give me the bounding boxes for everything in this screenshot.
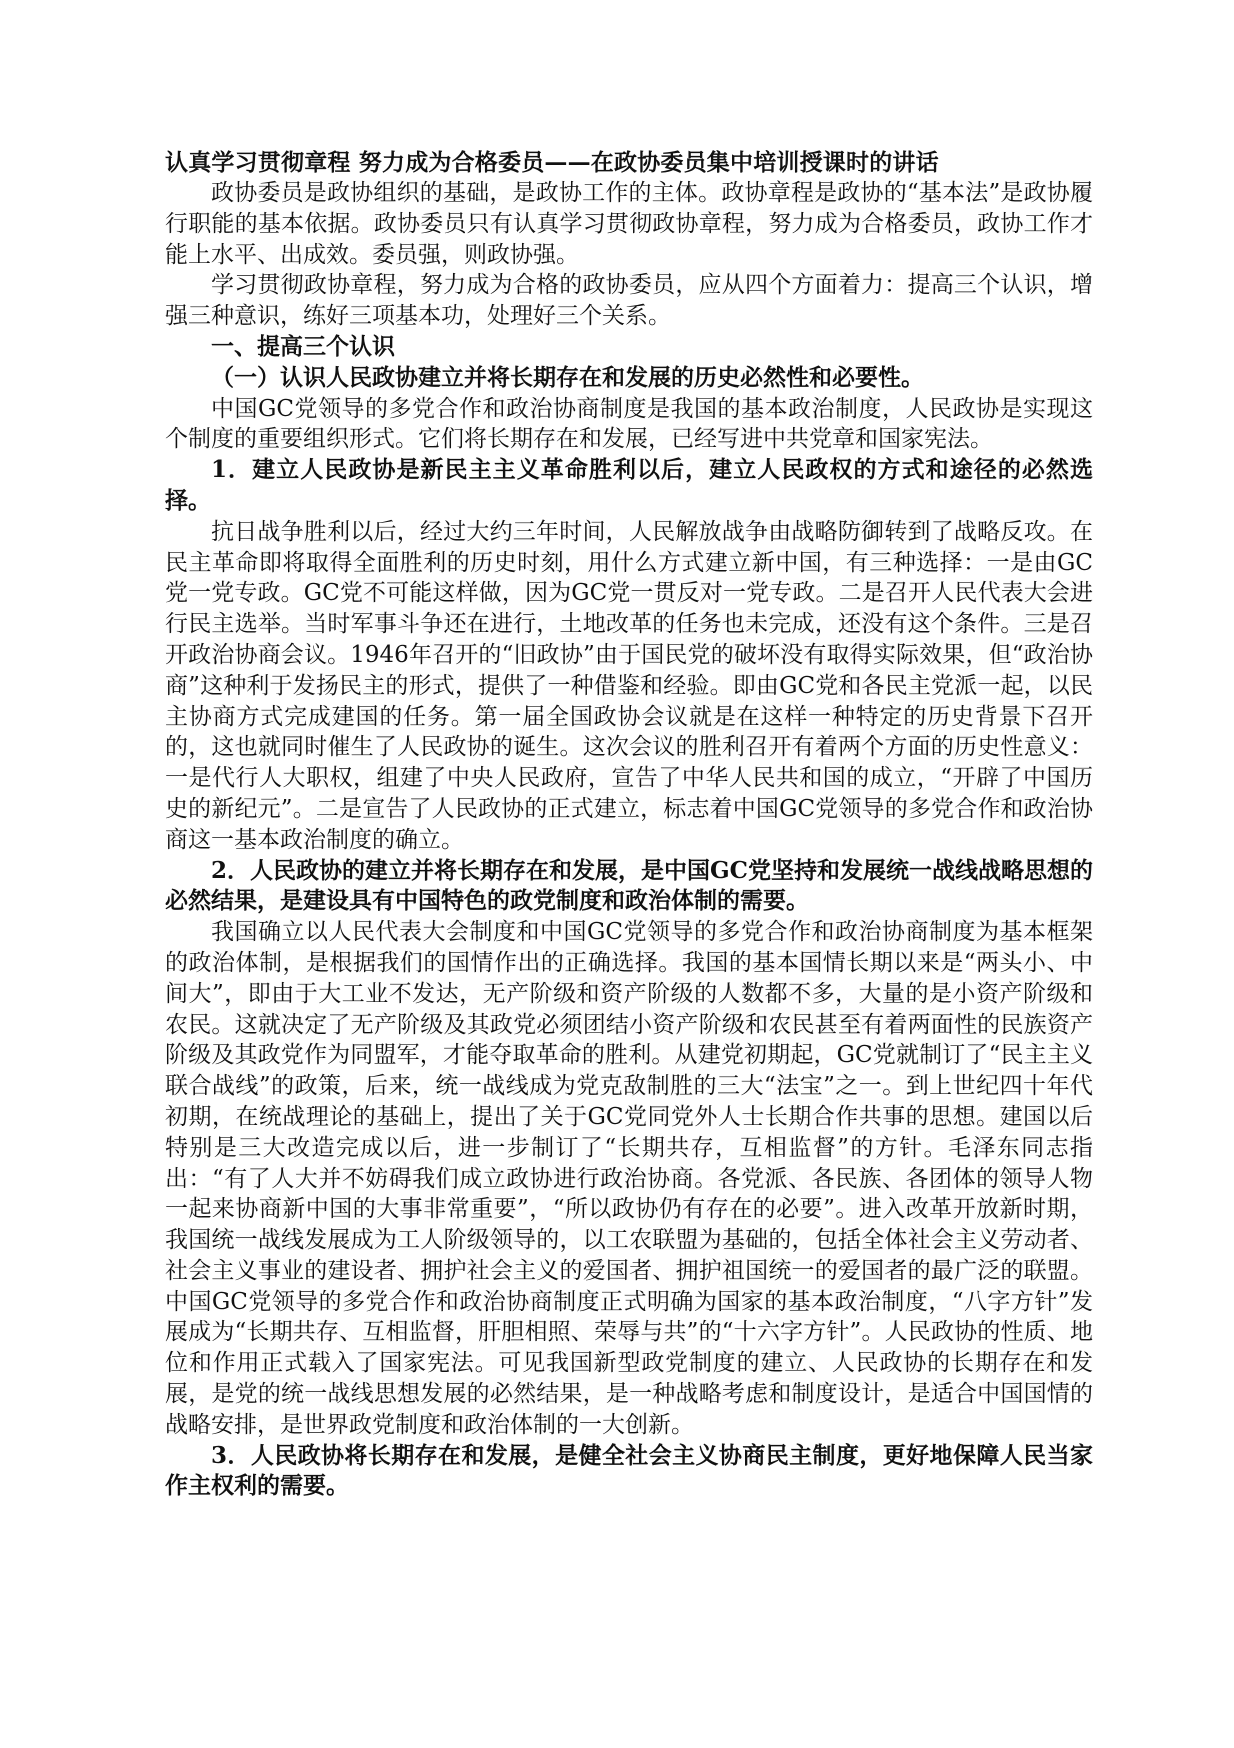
body-paragraph-4: 抗日战争胜利以后，经过大约三年时间，人民解放战争由战略防御转到了战略反攻。在民主革命即将取得全面胜利的历史时刻，用什么方式建立新中国，有三种选择：一是由GC党一党专政。GC党不可能这样做，因为GC党一贯反对一党专政。二是召开人民代表大会进行民主选举。当时军事斗争还在进行，土地改革的任务也未完成，还没有这个条件。三是召开政治协商会议。1946年召开的“旧政协”由于国民党的破坏没有取得实际效果，但“政治协商”这种利于发扬民主的形式，提供了一种借鉴和经验。即由GC党和各民主党派一起，以民主协商方式完成建国的任务。第一届全国政协会议就是在这样一种特定的历史背景下召开的，这也就同时催生了人民政协的诞生。这次会议的胜利召开有着两个方面的历史性意义：一是代行人大职权，组建了中央人民政府，宣告了中华人民共和国的成立，“开辟了中国历史的新纪元”。二是宣告了人民政协的正式建立，标志着中国GC党领导的多党合作和政治协商这一基本政治制度的确立。 xyxy=(165,518,1093,853)
point-heading-3: 3．人民政协将长期存在和发展，是健全社会主义协商民主制度，更好地保障人民当家作主权利的需要。 xyxy=(165,1441,1093,1500)
section-heading-1: 一、提高三个认识 xyxy=(211,332,395,360)
document-page xyxy=(165,148,1093,1502)
intro-paragraph-1: 政协委员是政协组织的基础，是政协工作的主体。政协章程是政协的“基本法”是政协履行职能的基本依据。政协委员只有认真学习贯彻政协章程，努力成为合格委员，政协工作才能上水平、出成效。委员强，则政协强。 xyxy=(165,180,1093,268)
body-paragraph-3: 中国GC党领导的多党合作和政治协商制度是我国的基本政治制度，人民政协是实现这个制度的重要组织形式。它们将长期存在和发展，已经写进中共党章和国家宪法。 xyxy=(165,395,1093,453)
subsection-heading-1: （一）认识人民政协建立并将长期存在和发展的历史必然性和必要性。 xyxy=(211,363,924,391)
point-heading-2: 2．人民政协的建立并将长期存在和发展，是中国GC党坚持和发展统一战线战略思想的必然结果，是建设具有中国特色的政党制度和政治体制的需要。 xyxy=(165,856,1093,915)
point-heading-1: 1．建立人民政协是新民主主义革命胜利以后，建立人民政权的方式和途径的必然选择。 xyxy=(165,456,1093,514)
body-paragraph-5: 我国确立以人民代表大会制度和中国GC党领导的多党合作和政治协商制度为基本框架的政治体制，是根据我们的国情作出的正确选择。我国的基本国情长期以来是“两头小、中间大”，即由于大工业不发达，无产阶级和资产阶级的人数都不多，大量的是小资产阶级和农民。这就决定了无产阶级及其政党必须团结小资产阶级和农民甚至有着两面性的民族资产阶级及其政党作为同盟军，才能夺取革命的胜利。从建党初期起，GC党就制订了“民主主义联合战线”的政策，后来，统一战线成为党克敌制胜的三大“法宝”之一。到上世纪四十年代初期，在统战理论的基础上，提出了关于GC党同党外人士长期合作共事的思想。建国以后特别是三大改造完成以后，进一步制订了“长期共存，互相监督”的方针。毛泽东同志指出：“有了人大并不妨碍我们成立政协进行政治协商。各党派、各民族、各团体的领导人物一起来协商新中国的大事非常重要”，“所以政协仍有存在的必要”。进入改革开放新时期，我国统一战线发展成为工人阶级领导的，以工农联盟为基础的，包括全体社会主义劳动者、社会主义事业的建设者、拥护社会主义的爱国者、拥护祖国统一的爱国者的最广泛的联盟。中国GC党领导的多党合作和政治协商制度正式明确为国家的基本政治制度，“八字方针”发展成为“长期共存、互相监督，肝胆相照、荣辱与共”的“十六字方针”。人民政协的性质、地位和作用正式载入了国家宪法。可见我国新型政党制度的建立、人民政协的长期存在和发展，是党的统一战线思想发展的必然结果，是一种战略考虑和制度设计，是适合中国国情的战略安排，是世界政党制度和政治体制的一大创新。 xyxy=(165,919,1093,1438)
document-title: 认真学习贯彻章程 努力成为合格委员——在政协委员集中培训授课时的讲话 xyxy=(165,149,939,176)
intro-paragraph-2: 学习贯彻政协章程，努力成为合格的政协委员，应从四个方面着力：提高三个认识，增强三种意识，练好三项基本功，处理好三个关系。 xyxy=(165,272,1093,330)
